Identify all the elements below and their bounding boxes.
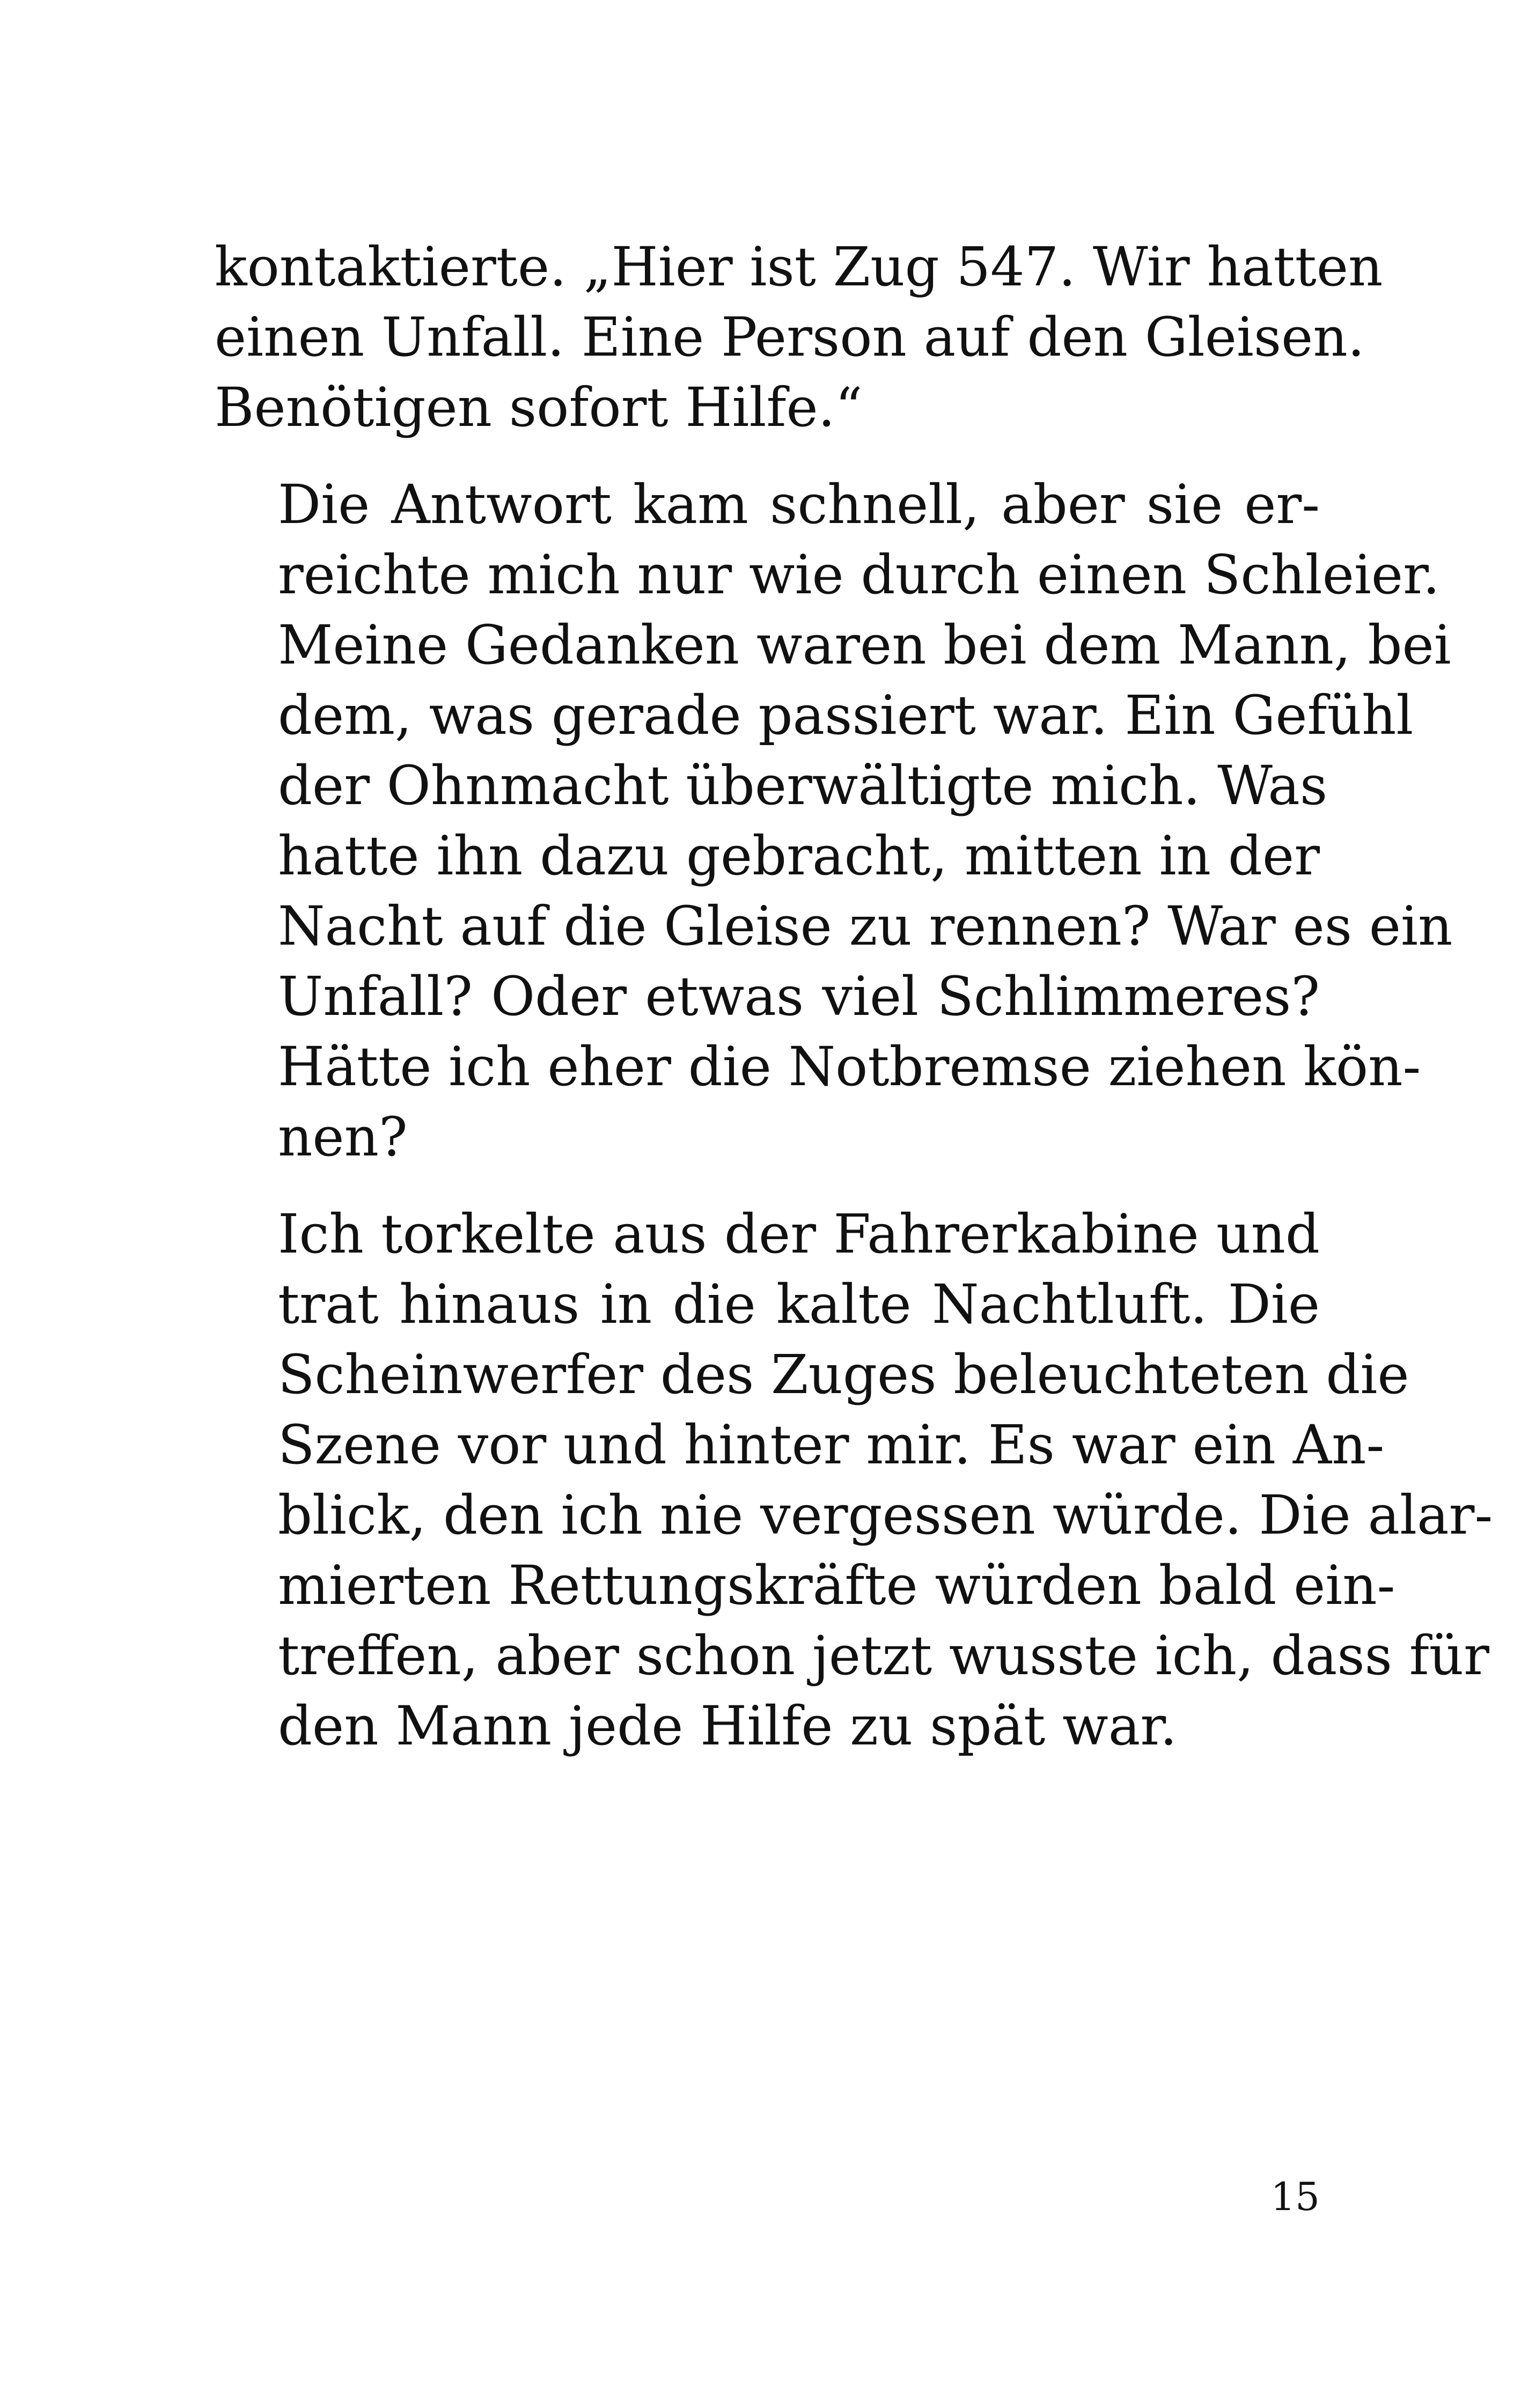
text-line: reichte mich nur wie durch einen Schleier. xyxy=(278,543,1440,606)
paragraph-3 xyxy=(215,1199,1493,1761)
text-line: der Ohnmacht überwältigte mich. Was xyxy=(278,754,1328,817)
paragraph-1 xyxy=(215,232,1383,443)
page-number: 15 xyxy=(1270,2174,1320,2219)
text-line: treffen, aber schon jetzt wusste ich, dass für xyxy=(278,1624,1489,1687)
text-line: Szene vor und hinter mir. Es war ein An- xyxy=(278,1413,1385,1476)
text-line: mierten Rettungskräfte würden bald ein- xyxy=(278,1554,1395,1617)
text-line: Unfall? Oder etwas viel Schlimmeres? xyxy=(278,965,1320,1028)
text-line: Scheinwerfer des Zuges beleuchteten die xyxy=(278,1343,1409,1406)
text-line: Ich torkelte aus der Fahrerkabine und xyxy=(278,1203,1320,1265)
text-line: trat hinaus in die kalte Nachtluft. Die xyxy=(278,1273,1320,1336)
body-text xyxy=(215,232,1493,1788)
text-line: hatte ihn dazu gebracht, mitten in der xyxy=(278,824,1320,887)
paragraph-2 xyxy=(215,469,1453,1172)
text-line: kontaktierte. „Hier ist Zug 547. Wir hatten xyxy=(215,235,1383,298)
text-line: blick, den ich nie vergessen würde. Die alar- xyxy=(278,1484,1493,1547)
text-line: nen? xyxy=(278,1106,408,1168)
text-line: Nacht auf die Gleise zu rennen? War es ein xyxy=(278,895,1453,958)
text-line: Die Antwort kam schnell, aber sie er- xyxy=(278,473,1320,536)
text-line: einen Unfall. Eine Person auf den Gleisen. xyxy=(215,306,1365,369)
text-line: Hätte ich eher die Notbremse ziehen kön- xyxy=(278,1035,1421,1098)
text-line: dem, was gerade passiert war. Ein Gefühl xyxy=(278,684,1414,747)
text-line: den Mann jede Hilfe zu spät war. xyxy=(278,1695,1177,1757)
text-line: Benötigen sofort Hilfe.“ xyxy=(215,376,863,439)
text-line: Meine Gedanken waren bei dem Mann, bei xyxy=(278,614,1451,676)
